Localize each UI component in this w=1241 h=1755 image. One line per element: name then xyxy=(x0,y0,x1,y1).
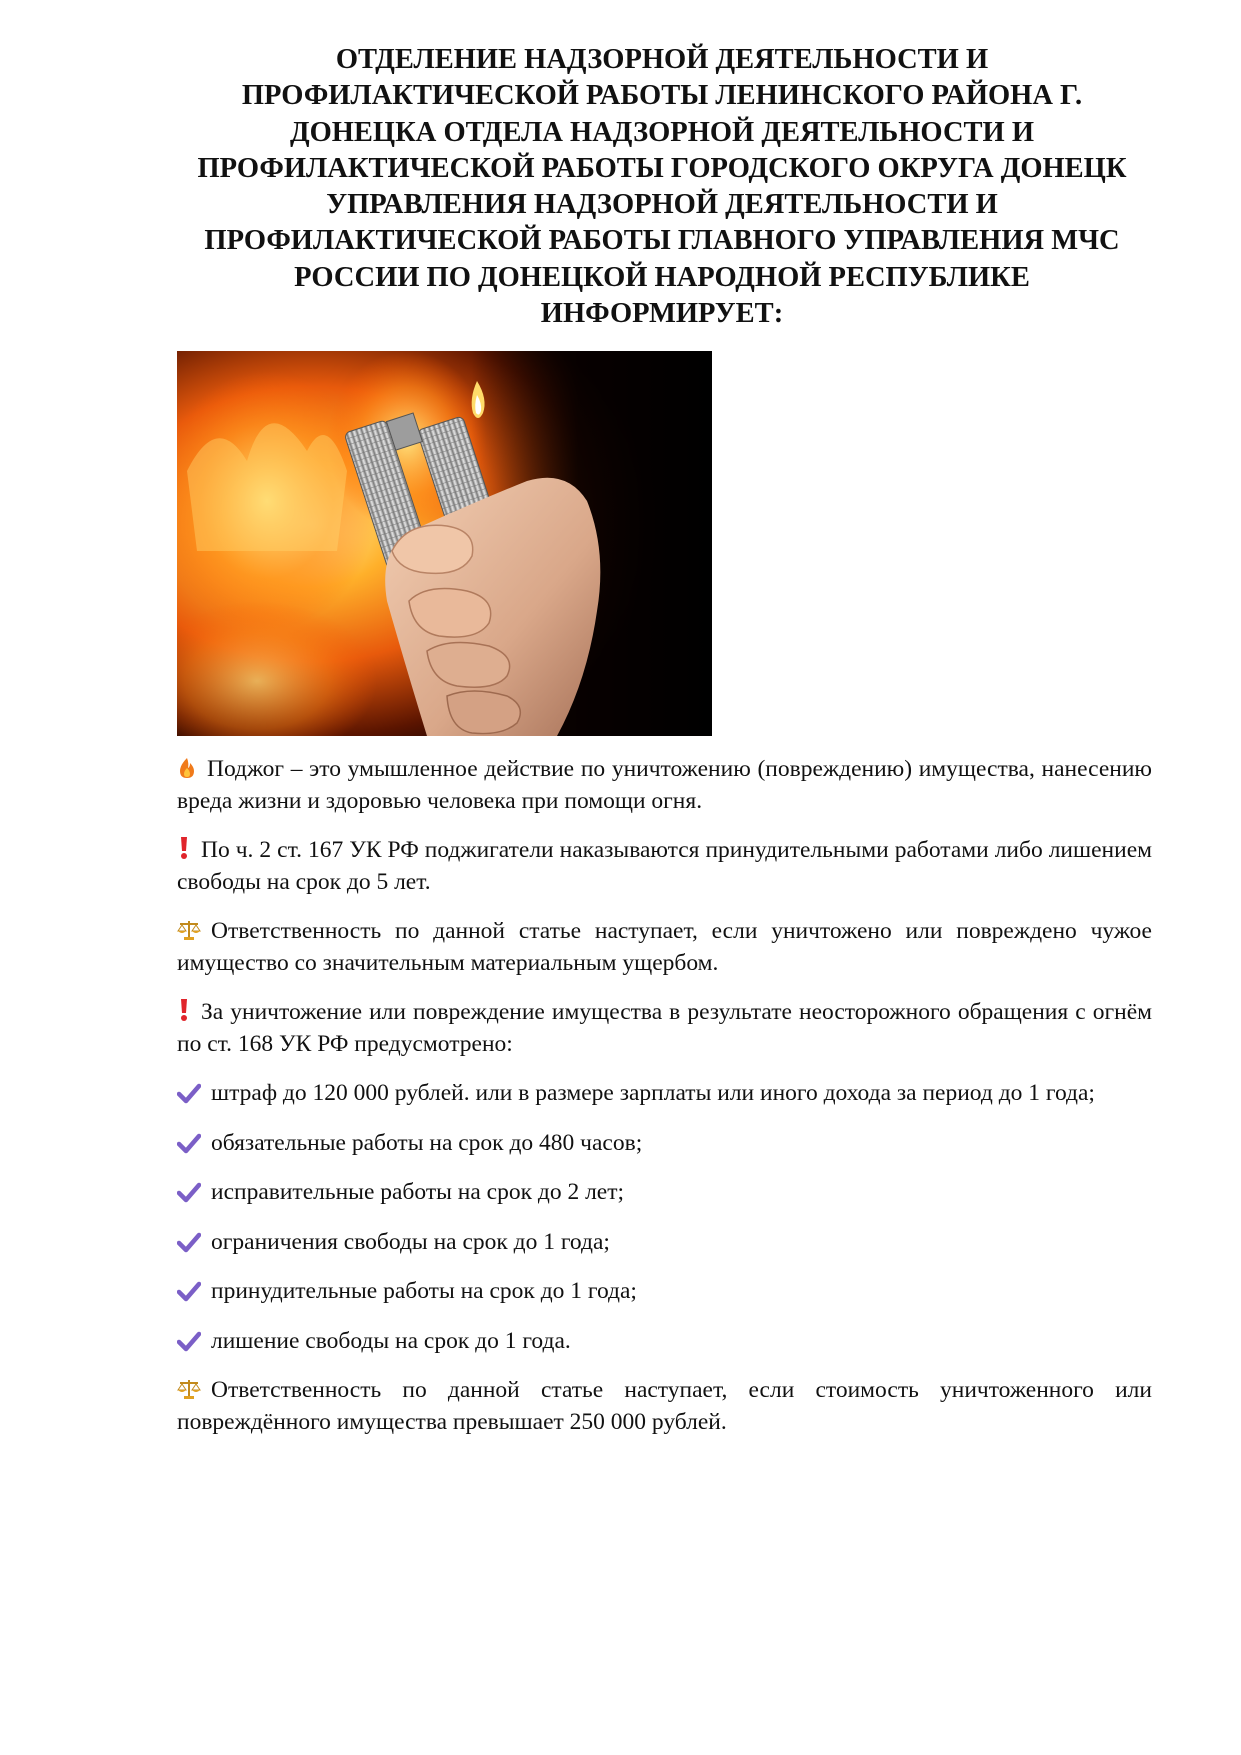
list-item xyxy=(177,1275,1152,1307)
list-item xyxy=(177,1077,1152,1109)
paragraph-text: Поджог – это умышленное действие по уничтожению (повреждению) имущества, нанесению вреда жизни и здоровью человека при помощи огня. xyxy=(177,756,1152,814)
list-item-text: лишение свободы на срок до 1 года. xyxy=(211,1327,571,1354)
scales-icon xyxy=(177,1378,201,1400)
title-line: ПРОФИЛАКТИЧЕСКОЙ РАБОТЫ ЛЕНИНСКОГО РАЙОНА Г. xyxy=(241,80,1083,112)
paragraph-text: По ч. 2 ст. 167 УК РФ поджигатели наказываются принудительными работами либо лишением свободы на срок до 5 лет. xyxy=(177,837,1152,895)
paragraph xyxy=(177,996,1152,1060)
check-icon xyxy=(177,1231,201,1253)
list-item-text: принудительные работы на срок до 1 года; xyxy=(211,1278,637,1304)
list-item-text: ограничения свободы на срок до 1 года; xyxy=(211,1228,610,1255)
title-line: ПРОФИЛАКТИЧЕСКОЙ РАБОТЫ ГЛАВНОГО УПРАВЛЕНИЯ МЧС xyxy=(204,225,1120,257)
list-item xyxy=(177,1325,1152,1357)
list-item-text: обязательные работы на срок до 480 часов; xyxy=(211,1129,643,1156)
title-line: ДОНЕЦКА ОТДЕЛА НАДЗОРНОЙ ДЕЯТЕЛЬНОСТИ И xyxy=(289,116,1035,148)
check-icon xyxy=(177,1280,201,1302)
fire-icon xyxy=(177,757,197,779)
list-item xyxy=(177,1176,1152,1208)
exclamation-icon xyxy=(177,836,191,860)
list-item xyxy=(177,1226,1152,1258)
scales-icon xyxy=(177,919,201,941)
fire-lighter-photo xyxy=(177,351,712,736)
paragraph xyxy=(177,834,1152,898)
closing-paragraph xyxy=(177,1374,1152,1438)
title-line: УПРАВЛЕНИЯ НАДЗОРНОЙ ДЕЯТЕЛЬНОСТИ И xyxy=(326,189,998,221)
paragraph xyxy=(177,753,1152,817)
list-item-text: исправительные работы на срок до 2 лет; xyxy=(211,1179,625,1205)
paragraph-text: Ответственность по данной статье наступает, если уничтожено или повреждено чужое имущество со значительным материальным ущербом. xyxy=(177,918,1152,976)
title-line: ИНФОРМИРУЕТ: xyxy=(540,298,784,330)
title-line: РОССИИ ПО ДОНЕЦКОЙ НАРОДНОЙ РЕСПУБЛИКЕ xyxy=(294,261,1030,293)
list-item xyxy=(177,1127,1152,1159)
check-icon xyxy=(177,1082,201,1104)
check-icon xyxy=(177,1330,201,1352)
title-line: ПРОФИЛАКТИЧЕСКОЙ РАБОТЫ ГОРОДСКОГО ОКРУГА ДОНЕЦК xyxy=(197,152,1127,184)
title-line: ОТДЕЛЕНИЕ НАДЗОРНОЙ ДЕЯТЕЛЬНОСТИ И xyxy=(335,44,989,75)
exclamation-icon xyxy=(177,998,191,1022)
check-icon xyxy=(177,1132,201,1154)
paragraph xyxy=(177,915,1152,979)
paragraph-text: За уничтожение или повреждение имущества в результате неосторожного обращения с огнём по ст. 168 УК РФ предусмотрено: xyxy=(177,999,1152,1057)
list-item-text: штраф до 120 000 рублей. или в размере зарплаты или иного дохода за период до 1 года; xyxy=(211,1080,1095,1106)
page-title xyxy=(176,42,1148,332)
check-icon xyxy=(177,1181,201,1203)
article-body xyxy=(177,753,1152,1455)
paragraph-text: Ответственность по данной статье наступает, если стоимость уничтоженного или повреждённого имущества превышает 250 000 рублей. xyxy=(177,1377,1152,1435)
